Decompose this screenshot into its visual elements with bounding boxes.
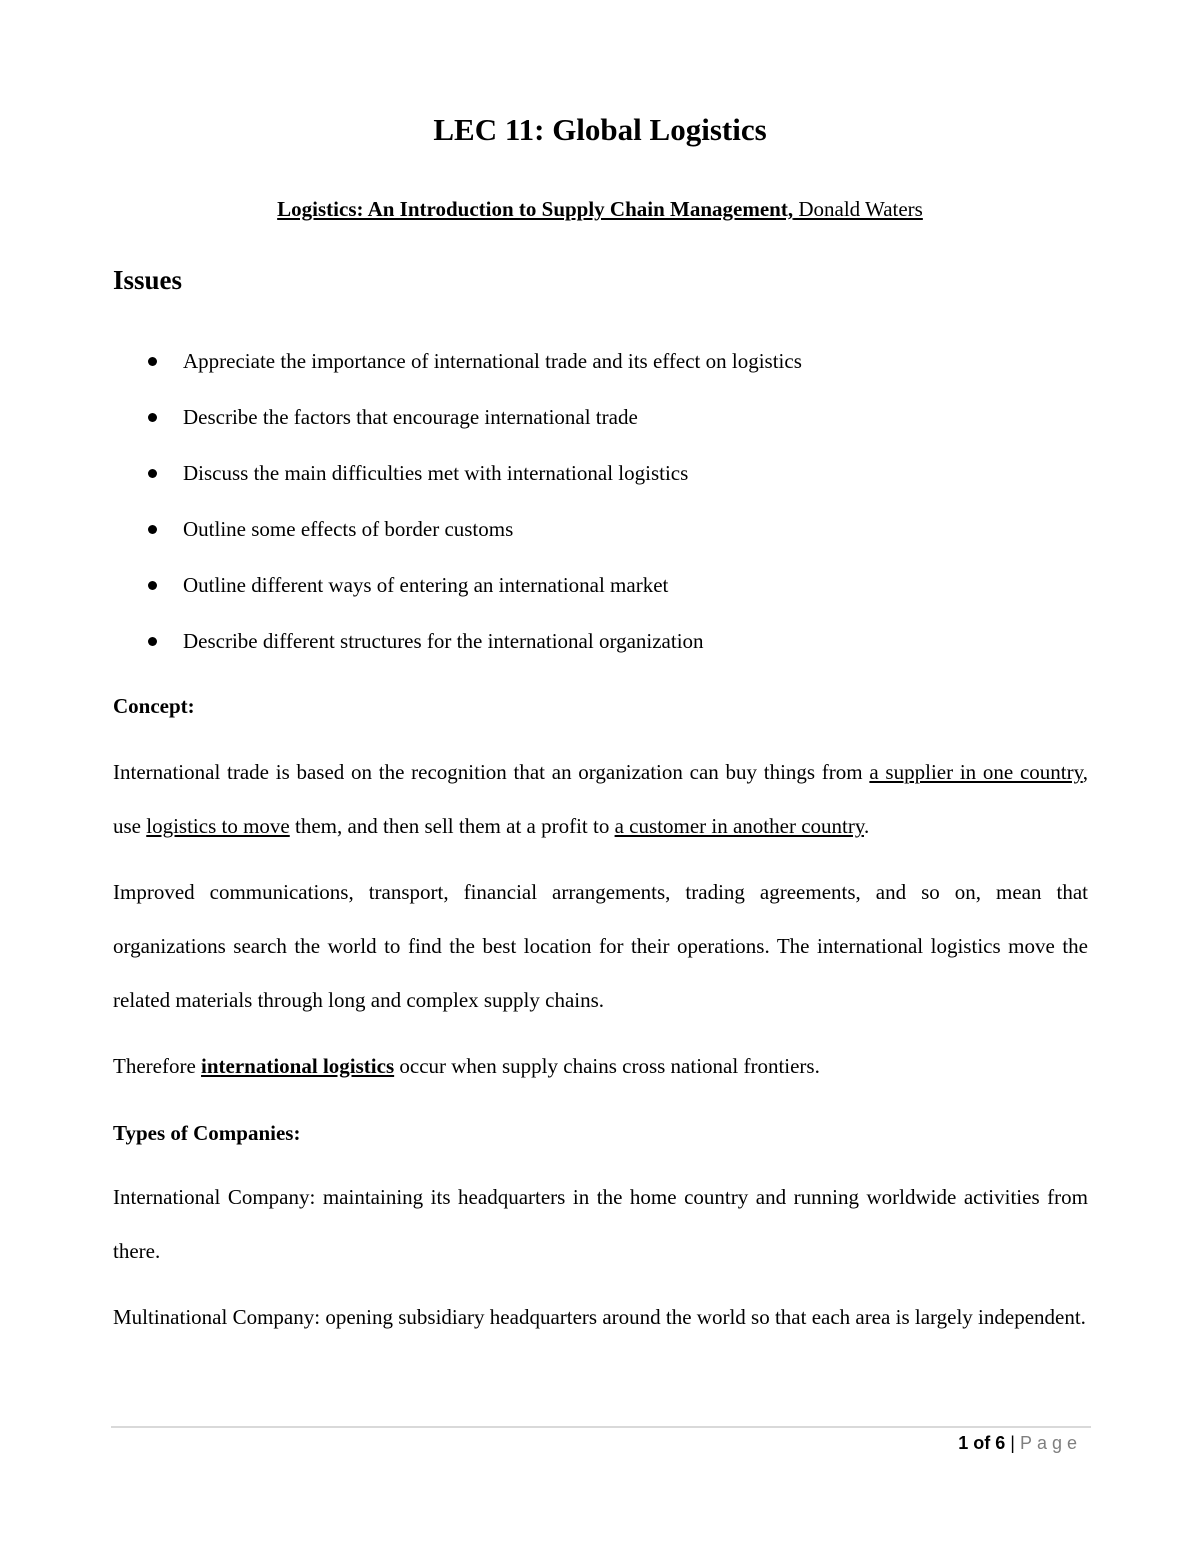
document-title: LEC 11: Global Logistics (433, 112, 767, 147)
paragraph-text: them, and then sell them at a profit to (289, 814, 615, 838)
list-item (113, 402, 1088, 458)
bullet-icon (148, 357, 157, 366)
key-term: international logistics (201, 1054, 395, 1078)
page-number: 1 of 6 (958, 1433, 1006, 1453)
types-heading: Types of Companies: (113, 1121, 301, 1145)
list-item (113, 626, 1088, 682)
bullet-icon (148, 637, 157, 646)
paragraph-text: International trade is based on the recognition that an organization can buy things from (113, 760, 870, 784)
list-item (113, 514, 1088, 570)
list-item (113, 458, 1088, 514)
footer-divider (111, 1426, 1091, 1428)
bullet-icon (148, 525, 157, 534)
concept-paragraph-2: Improved communications, transport, financial arrangements, trading agreements, and so on, mean that organizations search the world to find the best location for their operations. The international logistics move the related materials through long and complex supply chains. (113, 880, 1088, 1012)
bullet-icon (148, 581, 157, 590)
page-footer (958, 1430, 1082, 1456)
underlined-phrase: a customer in another country (614, 814, 864, 838)
list-item-text: Discuss the main difficulties met with international logistics (183, 461, 689, 485)
underlined-phrase: a supplier in one country (869, 760, 1083, 784)
list-item (113, 346, 1088, 402)
paragraph-text: occur when supply chains cross national frontiers. (394, 1054, 820, 1078)
list-item-text: Outline some effects of border customs (183, 517, 514, 541)
paragraph-text: Therefore (113, 1054, 202, 1078)
concept-paragraph-3 (113, 1039, 1088, 1093)
list-item-text: Describe different structures for the international organization (183, 629, 704, 653)
book-author: Donald Waters (793, 197, 923, 221)
bullet-icon (148, 469, 157, 478)
list-item-text: Outline different ways of entering an international market (183, 573, 669, 597)
concept-heading: Concept: (113, 694, 195, 718)
types-paragraph-2: Multinational Company: opening subsidiary headquarters around the world so that each area is largely independent. (113, 1305, 1086, 1329)
page-label: Page (1019, 1433, 1082, 1453)
types-paragraph-1: International Company: maintaining its headquarters in the home country and running worldwide activities from there. (113, 1185, 1088, 1263)
list-item (113, 570, 1088, 626)
concept-paragraph-1 (113, 745, 1088, 853)
issues-list (113, 346, 1088, 682)
bullet-icon (148, 413, 157, 422)
list-item-text: Describe the factors that encourage international trade (183, 405, 638, 429)
paragraph-text: , use (113, 760, 1088, 838)
book-title: Logistics: An Introduction to Supply Chain Management, (277, 197, 794, 221)
paragraph-text: . (863, 814, 870, 838)
underlined-phrase: logistics to move (146, 814, 290, 838)
list-item-text: Appreciate the importance of international trade and its effect on logistics (183, 349, 802, 373)
footer-separator: | (1010, 1433, 1015, 1453)
issues-heading: Issues (113, 265, 183, 295)
book-reference (0, 195, 1200, 223)
